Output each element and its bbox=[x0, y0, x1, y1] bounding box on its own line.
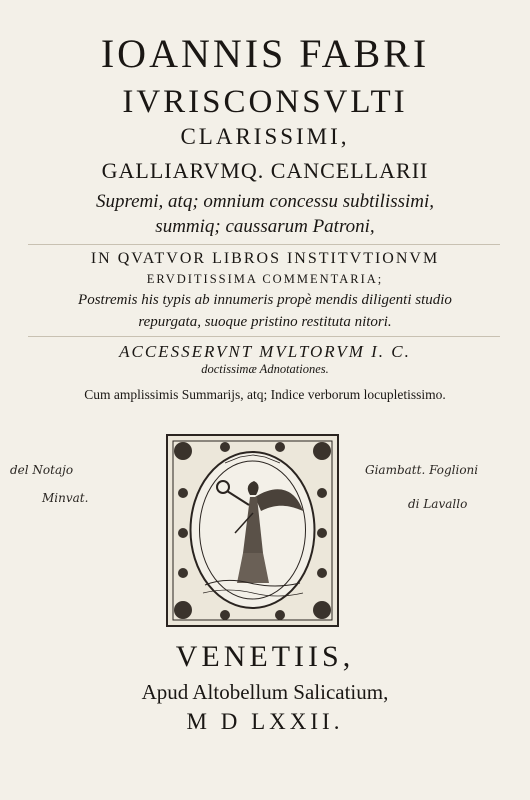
author-title: IVRISCONSVLTI bbox=[122, 84, 408, 120]
divider-rule bbox=[28, 244, 500, 245]
author-office: GALLIARVMQ. CANCELLARII bbox=[101, 158, 429, 183]
handwritten-note-left-2: Minvat. bbox=[42, 491, 89, 505]
imprint-place: VENETIIS, bbox=[175, 640, 355, 673]
additions-note: doctissimæ Adnotationes. bbox=[201, 362, 329, 376]
summaries-note: Cum amplissimis Summarijs, atq; Indice verborum locupletissimo. bbox=[84, 387, 446, 402]
imprint-publisher: Apud Altobellum Salicatium, bbox=[141, 680, 389, 704]
author-praise-1: Supremi, atq; omnium concessu subtilissimi, bbox=[95, 191, 435, 212]
handwritten-note-left-1: del Notajo bbox=[10, 463, 74, 477]
imprint-year: M D LXXII. bbox=[186, 709, 344, 734]
author-epithet: CLARISSIMI, bbox=[180, 124, 350, 149]
work-title: IN QVATVOR LIBROS INSTITVTIONVM bbox=[90, 250, 440, 267]
additions-heading: ACCESSERVNT MVLTORVM I. C. bbox=[119, 342, 411, 361]
handwritten-note-right-2: di Lavallo bbox=[408, 497, 468, 511]
divider-rule bbox=[28, 336, 500, 337]
work-subtitle: ERVDITISSIMA COMMENTARIA; bbox=[146, 272, 384, 286]
author-praise-2: summiq; caussarum Patroni, bbox=[155, 216, 375, 237]
edition-note-2: repurgata, suoque pristino restituta nitori. bbox=[138, 314, 392, 330]
printer-device-icon bbox=[165, 433, 340, 628]
edition-note-1: Postremis his typis ab innumeris propè mendis diligenti studio bbox=[78, 292, 452, 308]
handwritten-note-right-1: Giambatt. Foglioni bbox=[365, 463, 479, 477]
author-name: IOANNIS FABRI bbox=[100, 31, 430, 76]
